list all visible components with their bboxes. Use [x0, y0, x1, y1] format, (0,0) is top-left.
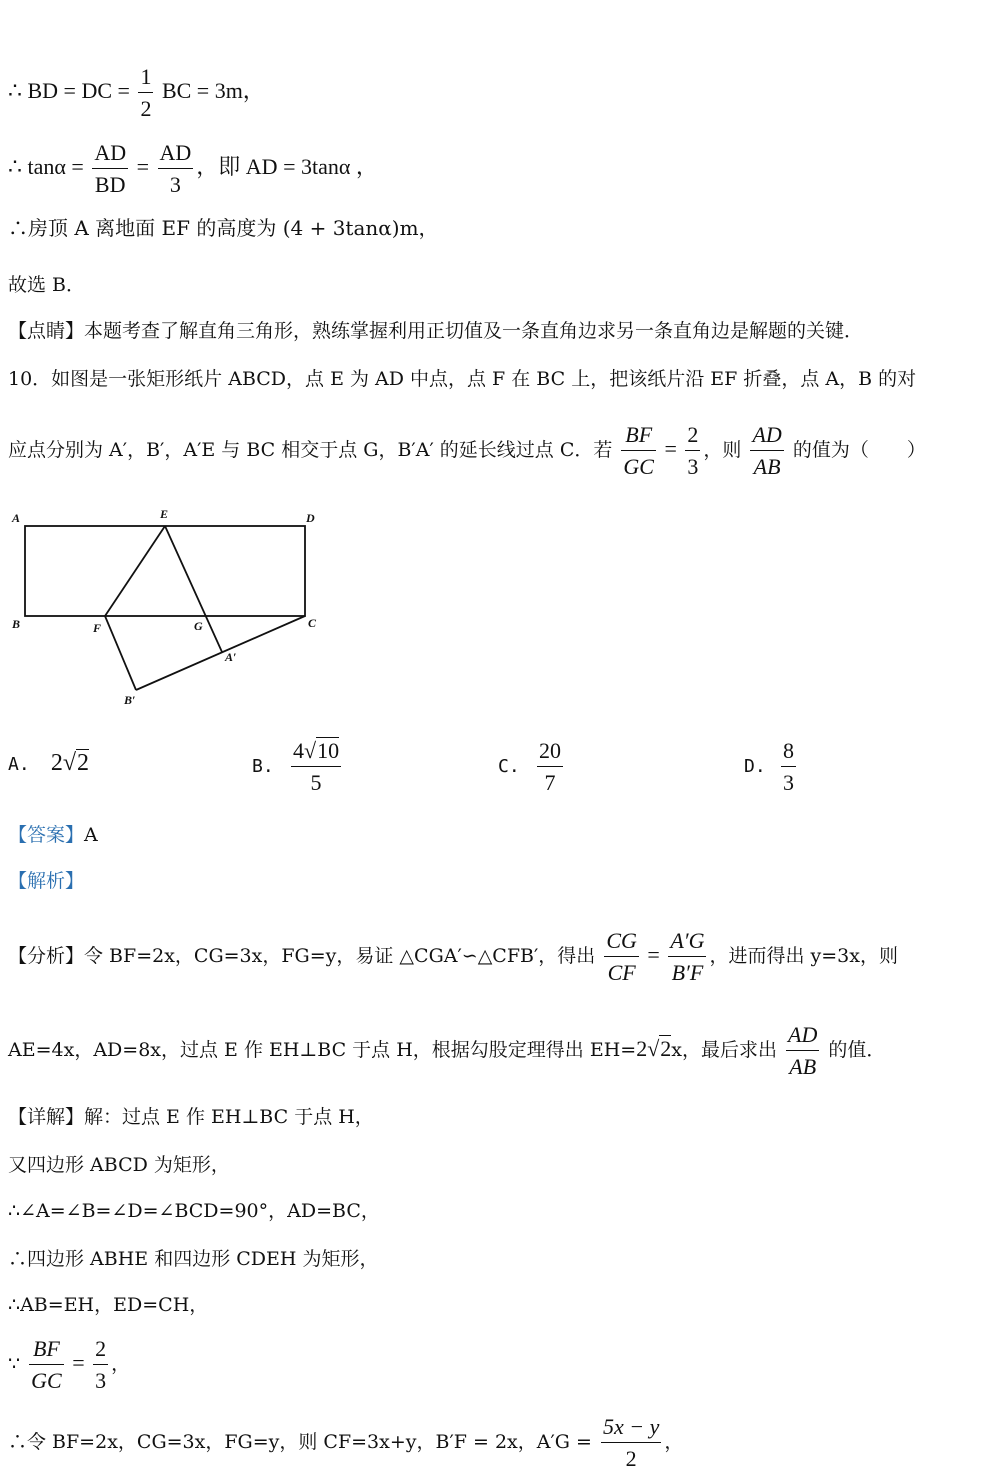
line-key-point: 【点睛】本题考查了解直角三角形，熟练掌握利用正切值及一条直角边求另一条直角边是解题的关键． [8, 320, 864, 342]
label-b: B [12, 617, 21, 631]
option-a-label: A. [8, 754, 30, 775]
label-b-prime: B′ [124, 693, 136, 707]
fraction-ad-3: $\frac{AD}{3}$ [159, 140, 192, 198]
analysis-line-2: AE=4x，AD=8x，过点 E 作 EH⊥BC 于点 H，根据勾股定理得出 EH=2√2x，最后求出 $\frac{AD}{AB}$ 的值． [8, 1022, 886, 1080]
label-a: A [12, 511, 21, 525]
question-10-line-1: 10．如图是一张矩形纸片 ABCD，点 E 为 AD 中点，点 F 在 BC 上，把该纸片沿 EF 折叠，点 A，B 的对 [8, 368, 917, 390]
radical-sqrt2: √2 [62, 750, 90, 776]
analysis-line-1: 【分析】令 BF=2x，CG=3x，FG=y，易证 △CGA′∽△CFB′，得出 $\frac{CG}{CF}$ = $\frac{A'G}{B'F}$ ，进而得出 y=3x，则 [8, 928, 898, 986]
folded-rectangle-figure [0, 500, 340, 715]
segment-fb1 [105, 616, 136, 690]
label-c: C [308, 616, 317, 630]
analysis-heading: 【解析】 [8, 870, 85, 892]
line-choose-b: 故选 B． [8, 274, 86, 296]
question-10-line-2: 应点分别为 A′，B′，A′E 与 BC 相交于点 G，B′A′ 的延长线过点 C．若 $\frac{BF}{GC}$ = $\frac{2}{3}$ ，则 $\frac{AD}{AB}$ 的值为（ ） [8, 422, 926, 480]
fraction-ag-bf: $\frac{A'G}{B'F}$ [670, 928, 705, 986]
option-d[interactable] [744, 738, 799, 796]
label-e: E [160, 507, 169, 521]
option-d-label: D. [744, 756, 766, 778]
fraction-ad-ab-2: $\frac{AD}{AB}$ [788, 1022, 818, 1080]
option-a[interactable]: A. 2√2 [8, 750, 90, 776]
fraction-ad-bd: $\frac{AD}{BD}$ [94, 140, 127, 198]
fraction-ag-value: $\frac{5x - y}{2}$ [602, 1414, 660, 1472]
option-b-label: B. [252, 756, 274, 778]
label-g: G [194, 619, 203, 633]
segment-eg [165, 526, 222, 652]
fraction-option-c: $\frac{20}{7}$ [539, 738, 561, 796]
fraction-2-3-b: $\frac{2}{3}$ [95, 1336, 107, 1394]
answer-tag: 【答案】 [8, 824, 85, 846]
segment-ef [105, 526, 165, 616]
analysis-tag: 【分析】 [8, 944, 85, 967]
label-d: D [306, 511, 315, 525]
label-f: F [93, 621, 102, 635]
fraction-bf-gc: $\frac{BF}{GC}$ [623, 422, 654, 480]
answer-value: A [84, 824, 98, 846]
detail-line-4: ∴四边形 ABHE 和四边形 CDEH 为矩形， [8, 1248, 379, 1270]
detail-line-7: ∴令 BF=2x，CG=3x，FG=y，则 CF=3x+y，B′F = 2x，A′G = $\frac{5x - y}{2}$ ， [8, 1414, 684, 1472]
detail-line-2: 又四边形 ABCD 为矩形， [8, 1154, 230, 1176]
fraction-half: $\frac{1}{2}$ [140, 64, 152, 122]
radical-eh: √2 [647, 1035, 672, 1061]
option-b[interactable] [252, 738, 344, 796]
rectangle-abcd [25, 526, 305, 616]
fraction-bf-gc-2: $\frac{BF}{GC}$ [31, 1336, 62, 1394]
option-c-label: C. [498, 756, 520, 778]
answer-line [8, 826, 98, 845]
detail-line-1: 【详解】解：过点 E 作 EH⊥BC 于点 H， [8, 1106, 374, 1128]
line-bd-dc: ∴ BD = DC = $\frac{1}{2}$ BC = 3m， [8, 64, 265, 122]
detail-line-6: ∵ $\frac{BF}{GC}$ = $\frac{2}{3}$ ， [8, 1336, 131, 1394]
label-a-prime: A′ [225, 650, 237, 664]
detail-line-5: ∴AB=EH，ED=CH， [8, 1294, 209, 1316]
detail-tag: 【详解】 [8, 1106, 85, 1128]
fraction-option-d: $\frac{8}{3}$ [783, 738, 794, 796]
segment-b1c [136, 616, 305, 690]
line-tan-alpha: ∴ tanα = $\frac{AD}{BD}$ = $\frac{AD}{3}$ ，即 AD = 3tanα ， [8, 140, 378, 198]
option-c[interactable] [498, 738, 566, 796]
fraction-option-b: $\frac{4√10}{5}$ [293, 738, 340, 796]
fraction-2-3: $\frac{2}{3}$ [687, 422, 699, 480]
line-roof-height: ∴房顶 A 离地面 EF 的高度为 (4 + 3tanα)m， [8, 216, 439, 240]
fraction-cg-cf: $\frac{CG}{CF}$ [606, 928, 637, 986]
detail-line-3: ∴∠A=∠B=∠D=∠BCD=90°，AD=BC， [8, 1200, 380, 1222]
fraction-ad-ab: $\frac{AD}{AB}$ [752, 422, 782, 480]
